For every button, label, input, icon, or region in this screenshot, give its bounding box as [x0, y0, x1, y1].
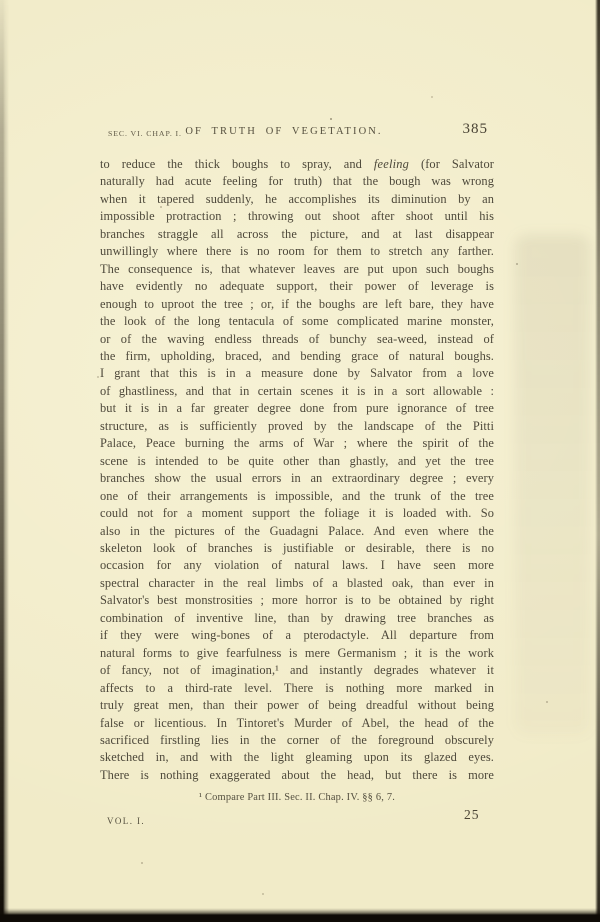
text-line: combination of inventive line, than by drawing tree branches as: [100, 610, 494, 625]
volume-label: VOL. I.: [107, 816, 146, 826]
text-line: also in the pictures of the Guadagni Palace. And even where the: [100, 523, 494, 538]
text-line: natural forms to give fearfulness is mere Germanism ; it is the work: [100, 645, 494, 660]
text-line: occasion for any violation of natural laws. I have seen more: [100, 558, 494, 573]
text-line: truly great men, than their power of being dreadful without being: [100, 698, 494, 713]
signature-mark: 25: [464, 807, 480, 822]
text-line: the look of the long tentacula of some complicated marine monster,: [100, 314, 494, 329]
text-line: Salvator's best monstrosities ; more horror is to be obtained by right: [100, 593, 494, 608]
text-line: if they were wing-bones of a pterodactyle. All departure from: [100, 628, 494, 643]
text-line: sacrificed firstling lies in the corner of the foreground obscurely: [100, 732, 494, 747]
body-text: [100, 156, 494, 784]
text-line: have evidently no adequate support, their power of leverage is: [100, 279, 494, 294]
text-line: affects to a third-rate level. There is nothing more marked in: [100, 680, 494, 695]
page-edge-bottom: [0, 908, 600, 922]
verso-show-through: [515, 235, 590, 735]
text-line: when it tapered suddenly, he accomplishes its diminution by an: [100, 191, 494, 206]
text-line: scene is intended to be quite other than ghastly, and yet the tree: [100, 453, 494, 468]
page-number: 385: [462, 121, 488, 137]
text-line: spectral character in the real limbs of a blasted oak, than ever in: [100, 575, 494, 590]
text-line: structure, as is sufficiently proved by the landscape of the Pitti: [100, 418, 494, 433]
text-line: There is nothing exaggerated about the head, but there is more: [100, 767, 494, 782]
text-line: enough to uproot the tree ; or, if the boughs are left bare, they have: [100, 296, 494, 311]
running-title: OF TRUTH OF VEGETATION.: [185, 126, 383, 137]
text-line: or of the waving endless threads of bunchy sea-weed, instead of: [100, 331, 494, 346]
text-line: branches show the usual errors in an extraordinary degree ; every: [100, 471, 494, 486]
footnote: ¹ Compare Part III. Sec. II. Chap. IV. §§ 6, 7.: [198, 792, 396, 803]
text-line: unwillingly where there is no room for them to stretch any farther.: [100, 244, 494, 259]
text-line: the firm, upholding, braced, and bending grace of natural boughs.: [100, 348, 494, 363]
text-line: sketched in, and with the light gleaming upon its glazed eyes.: [100, 750, 494, 765]
text-line: naturally had acute feeling for truth) that the bough was wrong: [100, 174, 494, 189]
text-line: I grant that this is in a measure done by Salvator from a love: [100, 366, 494, 381]
text-line: Palace, Peace burning the arms of War ; where the spirit of the: [100, 436, 494, 451]
section-chapter-label: SEC. VI. CHAP. I.: [108, 129, 182, 138]
page-edge-left: [0, 0, 9, 922]
text-line: The consequence is, that whatever leaves are put upon such boughs: [100, 261, 494, 276]
text-line: of fancy, not of imagination,¹ and instantly degrades whatever it: [100, 663, 494, 678]
text-line: to reduce the thick boughs to spray, and feeling (for Salvator: [100, 157, 494, 171]
text-line: impossible protraction ; throwing out shoot after shoot until his: [100, 209, 494, 224]
text-line: skeleton look of branches is justifiable or desirable, there is no: [100, 540, 494, 555]
text-line: branches straggle all across the picture, and at last disappear: [100, 226, 494, 241]
text-line: could not for a moment support the foliage it is loaded with. So: [100, 506, 494, 521]
text-line: but it is in a far greater degree done from pure ignorance of tree: [100, 401, 494, 416]
page-header: [100, 123, 494, 145]
text-line: one of their arrangements is impossible, and the trunk of the tree: [100, 488, 494, 503]
text-line: of ghastliness, and that in certain scenes it is in a sort allowable :: [100, 383, 494, 398]
page-edge-right: [595, 0, 600, 922]
text-line: false or licentious. In Tintoret's Murder of Abel, the head of the: [100, 715, 494, 730]
